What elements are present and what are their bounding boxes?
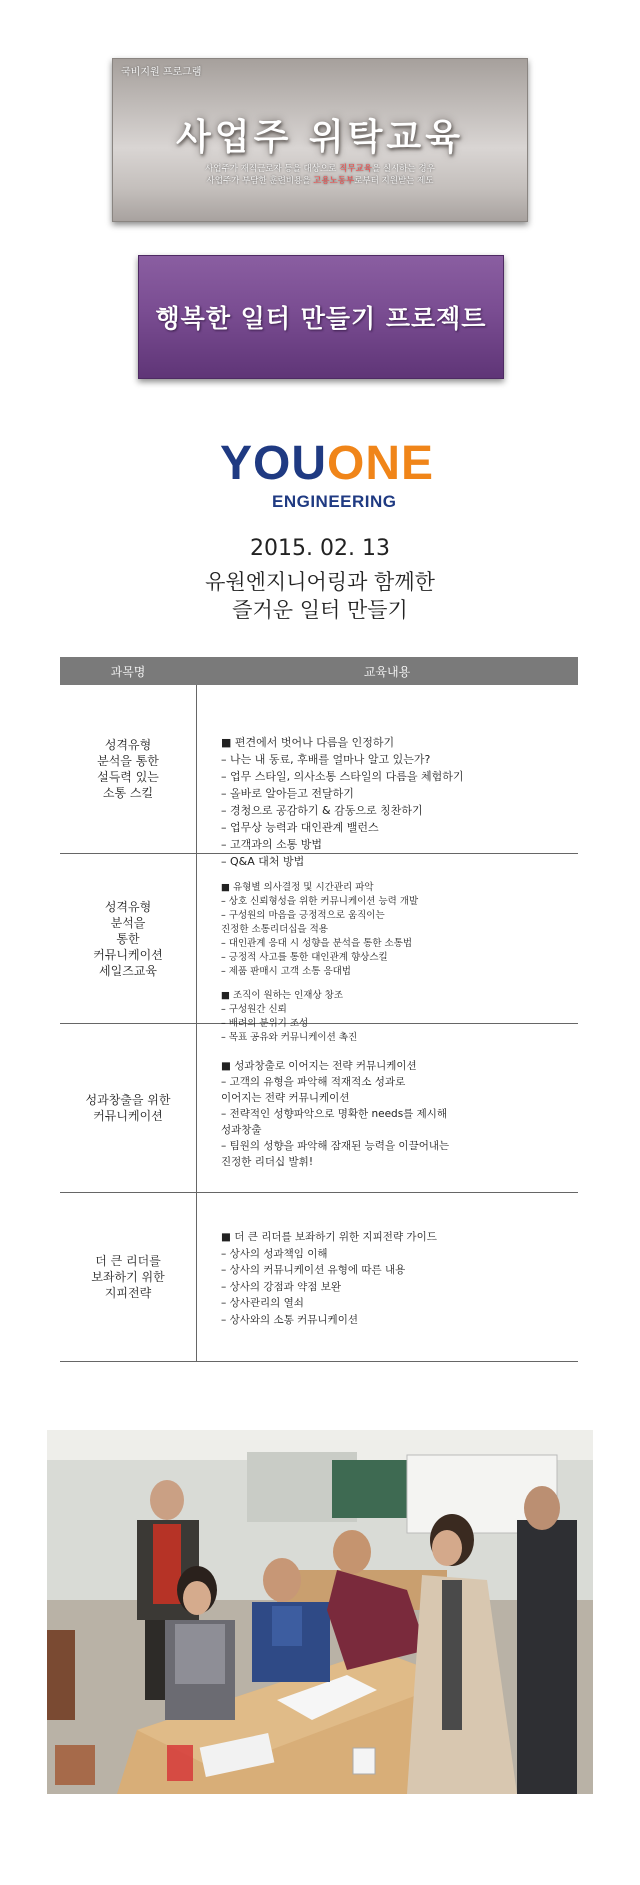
- content-line: – 제품 판매시 고객 소통 응대법: [221, 966, 351, 977]
- project-title: 행복한 일터 만들기 프로젝트: [155, 304, 487, 333]
- content-cell: [197, 854, 578, 1043]
- subject-line: 성과창출을 위한: [85, 1093, 171, 1107]
- content-line: ■ 편견에서 벗어나 다름을 인정하기: [221, 736, 395, 749]
- logo-subtitle: ENGINEERING: [272, 492, 397, 511]
- subject-line: 세일즈교육: [99, 963, 157, 978]
- content-line: – 목표 공유와 커뮤니케이션 촉진: [221, 1032, 358, 1043]
- content-line: – 고객의 유형을 파악해 적재적소 성과로: [221, 1076, 406, 1088]
- banner-desc-text: 사업주가 재직근로자 등을 대상으로: [205, 164, 340, 174]
- subject-line: 성격유형: [104, 899, 152, 914]
- curriculum-table: [60, 657, 578, 1362]
- banner-desc-text: 사업주가 부담한 훈련비용을: [206, 176, 314, 186]
- content-line: ■ 더 큰 리더를 보좌하기 위한 지피전략 가이드: [221, 1231, 437, 1243]
- subject-line: 커뮤니케이션: [93, 947, 163, 962]
- subject-line: 더 큰 리더를: [95, 1254, 161, 1268]
- content-line: – 올바로 알아듣고 전달하기: [221, 787, 354, 800]
- table-row: [60, 1024, 578, 1193]
- content-line: – 긍정적 사고를 통한 대인관계 향상스킬: [221, 952, 388, 963]
- content-line: – 상사관리의 열쇠: [221, 1297, 304, 1309]
- header-content: 교육내용: [363, 664, 411, 679]
- subject-line: 지피전략: [104, 1286, 152, 1300]
- banner-tag: 국비지원 프로그램: [121, 67, 202, 78]
- subject-cell: [60, 854, 197, 1023]
- subject-line: 분석을 통한: [97, 754, 159, 768]
- event-title-line1: 유원엔지니어링과 함께한: [205, 570, 435, 594]
- content-line: – 업무 스타일, 의사소통 스타일의 다름을 체험하기: [221, 770, 464, 783]
- table-header: [60, 657, 578, 685]
- content-line: – 구성원의 마음을 긍정적으로 움직이는: [221, 910, 385, 921]
- subject-line: 설득력 있는: [97, 770, 159, 784]
- banner-desc-highlight: 고용노동부: [313, 176, 355, 186]
- content-line: – Q&A 대처 방법: [221, 855, 305, 868]
- banner-desc-highlight: 직무교육: [339, 164, 372, 174]
- banner-description: [113, 163, 527, 187]
- workshop-photo-illustration: [47, 1430, 593, 1794]
- content-cell: [197, 685, 578, 868]
- subject-line: 커뮤니케이션: [93, 1109, 163, 1123]
- event-date: 2015. 02. 13: [250, 536, 390, 561]
- table-row: [60, 685, 578, 868]
- content-line: ■ 성과창출로 이어지는 전략 커뮤니케이션: [221, 1060, 417, 1072]
- content-line: – 상호 신뢰형성을 위한 커뮤니케이션 능력 개발: [221, 896, 419, 907]
- project-title-box: [138, 255, 504, 379]
- content-line: – 상사와의 소통 커뮤니케이션: [221, 1313, 358, 1326]
- content-line: – 배려의 분위기 조성: [221, 1018, 309, 1029]
- content-line: – 상사의 커뮤니케이션 유형에 따른 내용: [221, 1264, 406, 1276]
- content-line: 진정한 소통리더십을 적용: [221, 924, 328, 935]
- content-gap: [221, 979, 578, 989]
- subject-cell: [60, 1024, 197, 1192]
- banner-desc-text: 로부터 지원받는 제도: [354, 176, 434, 186]
- content-line: – 경청으로 공감하기 & 감동으로 칭찬하기: [221, 804, 423, 817]
- subject-line: 소통 스킬: [102, 786, 154, 800]
- content-line: 성과창출: [221, 1124, 262, 1136]
- subject-line: 성격유형: [104, 738, 152, 752]
- workshop-photo: [47, 1430, 593, 1794]
- content-line: – 상사의 강점과 약점 보완: [221, 1280, 342, 1293]
- banner-desc-text: 을 실시하는 경우: [371, 164, 435, 174]
- table-row: [60, 1193, 578, 1362]
- content-line: ■ 조직이 원하는 인재상 창조: [221, 990, 344, 1001]
- header-subject: 과목명: [110, 664, 146, 679]
- content-line: – 팀원의 성향을 파악해 잠재된 능력을 이끌어내는: [221, 1140, 450, 1152]
- content-line: – 고객과의 소통 방법: [221, 838, 322, 851]
- content-line: 이어지는 전략 커뮤니케이션: [221, 1092, 350, 1104]
- logo-one: ONE: [327, 437, 435, 490]
- content-line: 진정한 리더십 발휘!: [221, 1156, 314, 1168]
- subject-line: 분석을: [110, 915, 146, 930]
- content-line: – 업무상 능력과 대인관계 밸런스: [221, 821, 379, 834]
- content-line: – 나는 내 동료, 후배를 얼마나 알고 있는가?: [221, 753, 431, 766]
- content-line: – 구성원간 신뢰: [221, 1004, 287, 1015]
- content-line: – 대인관계 응대 시 성향을 분석을 통한 소통법: [221, 938, 413, 949]
- content-cell: [197, 1024, 578, 1192]
- logo-wordmark: [220, 437, 435, 490]
- content-line: – 상사의 성과책임 이해: [221, 1247, 328, 1260]
- company-logo: [220, 437, 435, 516]
- logo-you: YOU: [220, 437, 328, 490]
- table-row: [60, 854, 578, 1043]
- event-title-line2: 즐거운 일터 만들기: [232, 598, 408, 622]
- banner-title: 사업주 위탁교육: [176, 117, 464, 158]
- subject-cell: [60, 1193, 197, 1361]
- content-line: ■ 유형별 의사결정 및 시간관리 파악: [221, 882, 374, 893]
- program-banner: [112, 58, 528, 222]
- subject-cell: [60, 685, 197, 853]
- subject-line: 통한: [116, 931, 140, 946]
- content-cell: [197, 1193, 578, 1361]
- content-line: – 전략적인 성향파악으로 명확한 needs를 제시해: [221, 1108, 448, 1120]
- subject-line: 보좌하기 위한: [91, 1270, 165, 1284]
